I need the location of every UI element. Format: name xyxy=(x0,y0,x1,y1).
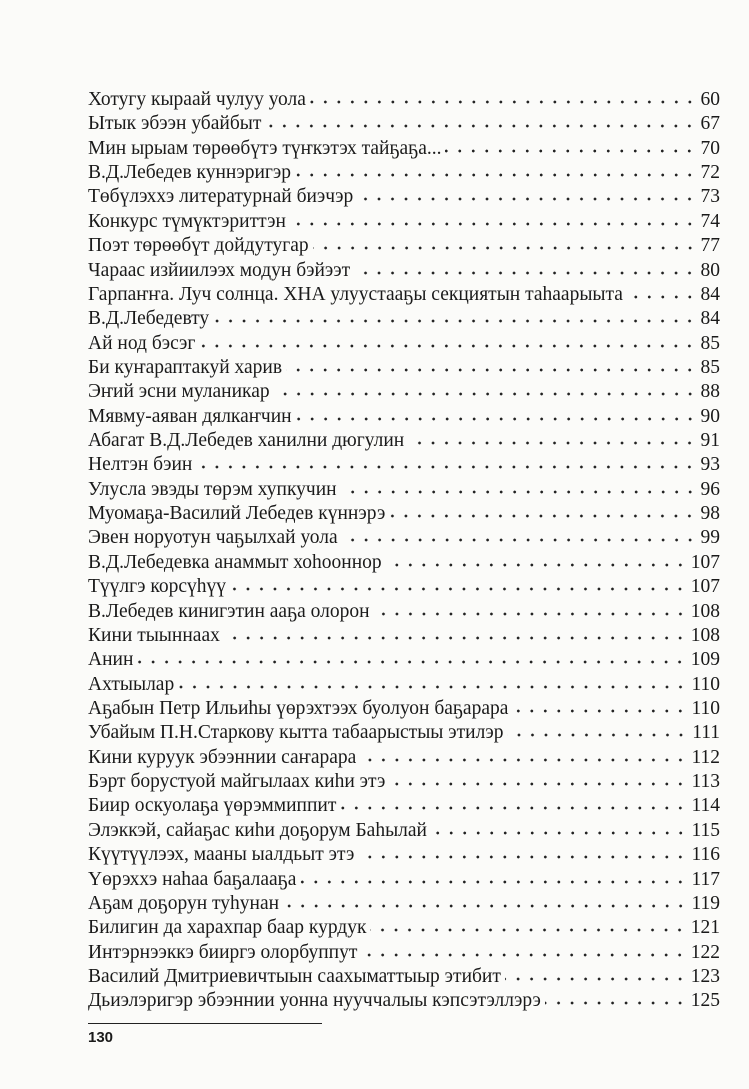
toc-entry xyxy=(88,259,720,283)
toc-entry xyxy=(88,916,720,940)
toc-entry-page: 117 xyxy=(691,868,720,890)
dot-leader xyxy=(295,172,696,178)
toc-entry-title: Ытык эбээн убайбыт xyxy=(88,113,262,135)
toc-entry-title: Элэккэй, сайаҕас киһи доҕорум Баһылай xyxy=(88,819,427,841)
dot-leader xyxy=(265,123,696,129)
dot-leader xyxy=(507,732,688,738)
table-of-contents xyxy=(88,88,720,1014)
dot-leader xyxy=(374,611,687,617)
toc-entry-page: 109 xyxy=(690,649,720,671)
toc-entry-page: 85 xyxy=(700,356,720,378)
toc-entry xyxy=(88,88,720,112)
toc-entry xyxy=(88,721,720,745)
toc-entry-title: Муомаҕа-Василий Лебедев күннэрэ xyxy=(88,503,386,525)
toc-entry-title: Бэрт борустуой майгылаах киһи этэ xyxy=(88,771,386,793)
toc-entry xyxy=(88,551,720,575)
toc-entry-title: В.Лебедев кинигэтин ааҕа олорон xyxy=(88,600,370,622)
toc-entry-page: 85 xyxy=(700,332,720,354)
toc-entry-title: Кини куруук эбээннии саҥарара xyxy=(88,746,357,768)
dot-leader xyxy=(286,367,696,373)
toc-entry-page: 115 xyxy=(691,819,720,841)
dot-leader xyxy=(213,318,696,324)
dot-leader xyxy=(408,440,696,446)
toc-entry xyxy=(88,112,720,136)
dot-leader xyxy=(224,635,687,641)
toc-entry-title: Би куҥараптакуй харив xyxy=(88,356,283,378)
toc-entry-page: 93 xyxy=(700,454,720,476)
dot-leader xyxy=(196,464,696,470)
dot-leader xyxy=(178,684,687,690)
toc-entry-title: Нелтэн бэин xyxy=(88,454,193,476)
toc-entry xyxy=(88,819,720,843)
dot-leader xyxy=(310,99,697,105)
toc-entry-title: Анин xyxy=(88,649,134,671)
toc-entry-title: Убайым П.Н.Старкову кытта табаарыстыы этилэр xyxy=(88,722,504,744)
toc-entry-page: 122 xyxy=(690,941,720,963)
page-number: 130 xyxy=(88,1029,114,1046)
toc-entry-page: 90 xyxy=(700,405,720,427)
toc-entry xyxy=(88,283,720,307)
toc-entry-title: Хотугу кыраай чулуу уола xyxy=(88,89,306,110)
toc-entry xyxy=(88,307,720,331)
toc-entry-title: Кини тыыннаах xyxy=(88,624,220,646)
dot-leader xyxy=(341,489,697,495)
toc-entry xyxy=(88,794,720,818)
dot-leader xyxy=(274,391,697,397)
toc-entry xyxy=(88,624,720,648)
toc-entry xyxy=(88,575,720,599)
toc-entry xyxy=(88,380,720,404)
dot-leader xyxy=(290,221,697,227)
toc-entry-page: 119 xyxy=(691,892,720,914)
toc-entry-page: 123 xyxy=(690,965,720,987)
toc-entry xyxy=(88,843,720,867)
dot-leader xyxy=(361,952,686,958)
toc-entry xyxy=(88,868,720,892)
dot-leader xyxy=(512,708,687,714)
toc-entry xyxy=(88,697,720,721)
dot-leader xyxy=(357,196,696,202)
toc-entry-page: 125 xyxy=(690,990,720,1012)
toc-entry-page: 80 xyxy=(700,259,720,281)
toc-entry-page: 99 xyxy=(700,527,720,549)
dot-leader xyxy=(313,245,697,251)
toc-entry-page: 107 xyxy=(690,576,720,598)
toc-entry xyxy=(88,989,720,1013)
toc-entry-title: Абагат В.Д.Лебедев ханилни дюгулин xyxy=(88,430,405,452)
toc-entry xyxy=(88,770,720,794)
toc-entry-page: 72 xyxy=(700,162,720,184)
toc-entry-title: Чараас изйиилээх модун бэйээт xyxy=(88,259,351,281)
toc-entry-title: В.Д.Лебедевка анаммыт хоһооннор xyxy=(88,551,382,573)
toc-entry-title: Василий Дмитриевичтыын саахыматтыыр этибит xyxy=(88,965,501,987)
toc-entry xyxy=(88,892,720,916)
toc-entry xyxy=(88,526,720,550)
toc-entry-page: 98 xyxy=(700,503,720,525)
toc-entry-title: Түүлгэ корсүһүү xyxy=(88,576,227,598)
toc-entry-page: 88 xyxy=(700,381,720,403)
toc-entry-page: 121 xyxy=(690,917,720,939)
toc-entry-page: 74 xyxy=(700,210,720,232)
dot-leader xyxy=(389,513,696,519)
toc-entry xyxy=(88,332,720,356)
toc-entry-title: Интэрнээккэ бииргэ олорбуппут xyxy=(88,941,358,963)
toc-entry-page: 77 xyxy=(700,235,720,257)
toc-entry-title: Мин ырыам төрөөбүтэ түҥкэтэх тайҕаҕа... xyxy=(88,137,442,159)
dot-leader xyxy=(370,927,686,933)
toc-entry-title: Ахтыылар xyxy=(88,673,175,695)
dot-leader xyxy=(300,879,687,885)
toc-entry-page: 60 xyxy=(700,89,720,110)
toc-entry xyxy=(88,429,720,453)
toc-entry-page: 84 xyxy=(700,283,720,305)
dot-leader xyxy=(360,757,687,763)
toc-entry xyxy=(88,137,720,161)
toc-entry-title: Төбүлэххэ литературнай биэчэр xyxy=(88,186,354,208)
dot-leader xyxy=(137,659,686,665)
toc-entry xyxy=(88,453,720,477)
toc-entry-page: 70 xyxy=(700,137,720,159)
toc-entry-title: Аҕам доҕорун туһунан xyxy=(88,892,280,914)
dot-leader xyxy=(296,416,697,422)
toc-entry-page: 114 xyxy=(691,795,720,817)
toc-entry-title: Билигин да харахпар баар курдук xyxy=(88,917,367,939)
dot-leader xyxy=(340,805,687,811)
toc-entry-page: 110 xyxy=(691,697,720,719)
toc-entry-title: Аҕабын Петр Ильиһы үөрэхтээх буолуон баҕарара xyxy=(88,697,509,719)
toc-entry xyxy=(88,673,720,697)
toc-entry xyxy=(88,161,720,185)
toc-entry xyxy=(88,941,720,965)
toc-entry-page: 91 xyxy=(700,430,720,452)
toc-entry-title: Эҥий эсни муланикар xyxy=(88,381,270,403)
toc-entry xyxy=(88,648,720,672)
toc-entry xyxy=(88,746,720,770)
toc-entry-title: Улусла эвэды төрэм хупкучин xyxy=(88,478,337,500)
toc-entry-title: В.Д.Лебедевту xyxy=(88,308,210,330)
toc-entry-page: 107 xyxy=(690,551,720,573)
toc-entry xyxy=(88,405,720,429)
toc-entry-page: 113 xyxy=(691,771,720,793)
toc-entry-page: 84 xyxy=(700,308,720,330)
toc-entry-title: В.Д.Лебедев куннэригэр xyxy=(88,162,292,184)
toc-entry-title: Үөрэххэ наһаа баҕалааҕа xyxy=(88,868,297,890)
toc-entry xyxy=(88,478,720,502)
toc-entry-page: 96 xyxy=(700,478,720,500)
dot-leader xyxy=(283,903,687,909)
dot-leader xyxy=(627,294,697,300)
toc-entry-title: Конкурс түмүктэриттэн xyxy=(88,210,286,232)
dot-leader xyxy=(358,854,687,860)
toc-entry-title: Биир оскуолаҕа үөрэммиппит xyxy=(88,795,337,817)
footer-rule xyxy=(88,1023,322,1024)
toc-entry-title: Гарпаҥҥа. Луч солнца. ХНА улуустааҕы секциятын таһаарыыта xyxy=(88,283,623,305)
toc-entry-page: 73 xyxy=(700,186,720,208)
dot-leader xyxy=(389,781,687,787)
toc-entry-title: Күүтүүлээх, мааны ыалдьыт этэ xyxy=(88,844,355,866)
toc-entry xyxy=(88,234,720,258)
toc-entry-title: Ай нод бэсэг xyxy=(88,332,196,354)
dot-leader xyxy=(505,976,687,982)
toc-entry-page: 108 xyxy=(690,600,720,622)
toc-entry-page: 116 xyxy=(691,844,720,866)
dot-leader xyxy=(386,562,687,568)
toc-entry-page: 111 xyxy=(692,722,720,744)
toc-entry-page: 108 xyxy=(690,624,720,646)
toc-entry xyxy=(88,210,720,234)
dot-leader xyxy=(230,586,687,592)
toc-entry-title: Мявму-аяван дялкаҥчин xyxy=(88,405,292,427)
toc-entry xyxy=(88,356,720,380)
toc-entry xyxy=(88,502,720,526)
toc-entry-page: 67 xyxy=(700,113,720,135)
toc-entry xyxy=(88,965,720,989)
toc-entry-title: Поэт төрөөбүт дойдутугар xyxy=(88,235,309,257)
dot-leader xyxy=(342,537,697,543)
dot-leader xyxy=(445,148,696,154)
toc-entry-page: 110 xyxy=(691,673,720,695)
toc-entry xyxy=(88,185,720,209)
dot-leader xyxy=(199,343,696,349)
toc-entry-page: 112 xyxy=(691,746,720,768)
toc-entry-title: Дьиэлэригэр эбээннии уонна нууччалыы кэпсэтэллэрэ xyxy=(88,990,541,1012)
toc-entry xyxy=(88,600,720,624)
toc-entry-title: Эвен норуотун чаҕылхай уола xyxy=(88,527,338,549)
dot-leader xyxy=(431,830,687,836)
dot-leader xyxy=(354,270,696,276)
dot-leader xyxy=(545,1000,687,1006)
